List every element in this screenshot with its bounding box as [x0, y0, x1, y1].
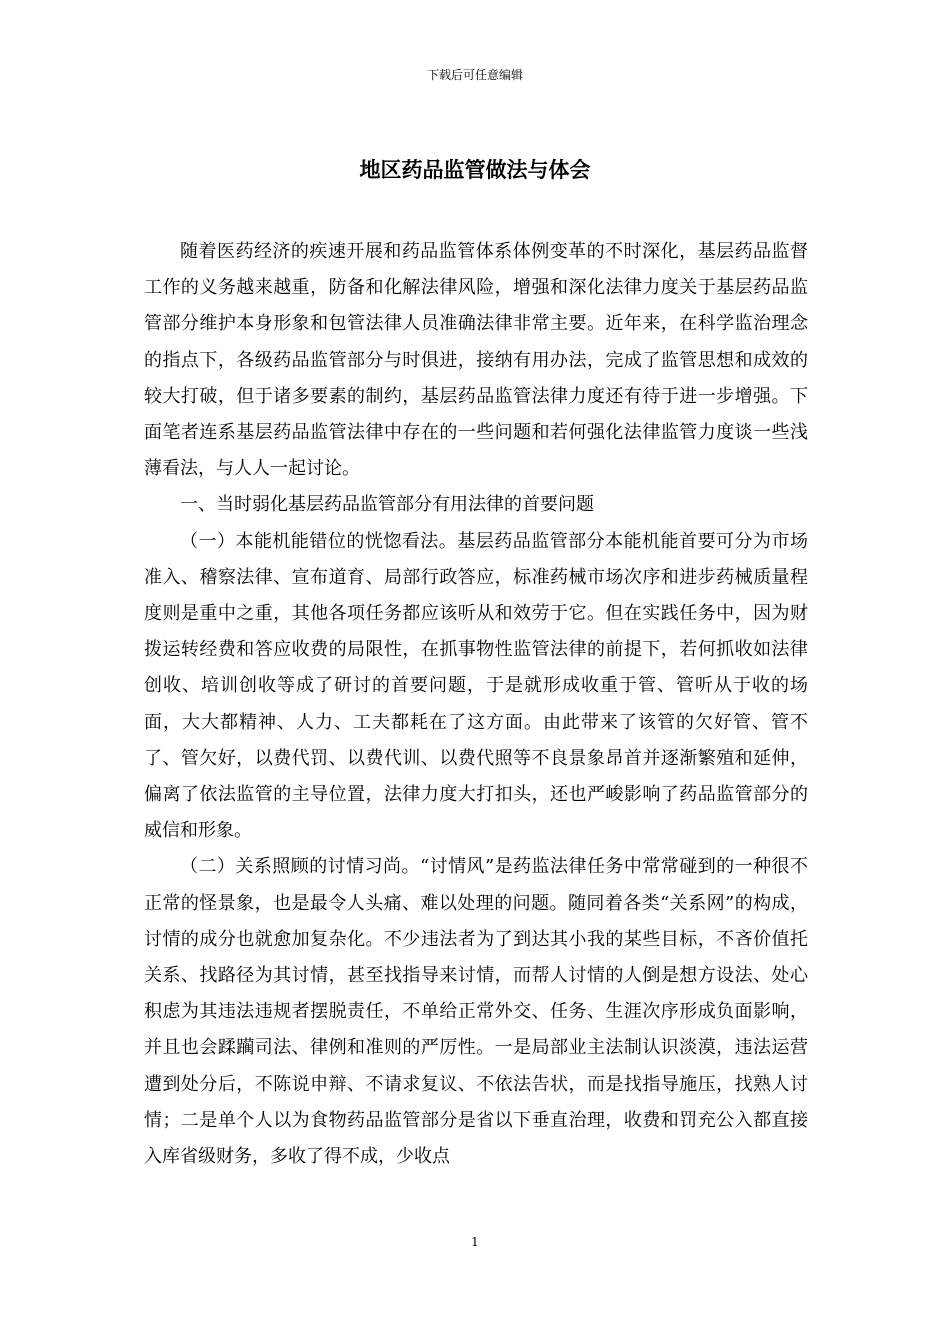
paragraph-section-1-2: （二）关系照顾的讨情习尚。“讨情风”是药监法律任务中常常碰到的一种很不正常的怪景象，也是最令人头痛、难以处理的问题。随同着各类“关系网”的构成，讨情的成分也就愈加复杂化。不少违法者为了到达其小我的某些目标，不吝价值托关系、找路径为其讨情，甚至找指导来讨情，而帮人讨情的人倒是想方设法、处心积虑为其违法违规者摆脱责任，不单给正常外交、任务、生涯次序形成负面影响，并且也会蹂躏司法、律例和准则的严厉性。一是局部业主法制认识淡漠，违法运营遭到处分后，不陈说申辩、不请求复议、不依法告状，而是找指导施压，找熟人讨情；二是单个人以为食物药品监管部分是省以下垂直治理，收费和罚充公入都直接入库省级财务，多收了得不成，少收点 [144, 856, 808, 1168]
paragraph-intro: 随着医药经济的疾速开展和药品监管体系体例变革的不时深化，基层药品监督工作的义务越来越重，防备和化解法律风险，增强和深化法律力度关于基层药品监管部分维护本身形象和包管法律人员准确法律非常主要。近年来，在科学监治理念的指点下，各级药品监管部分与时俱进，接纳有用办法，完成了监管思想和成效的较大打破，但于诸多要素的制约，基层药品监管法律力度还有待于进一步增强。下面笔者连系基层药品监管法律中存在的一些问题和若何强化法律监管力度谈一些浅薄看法，与人人一起讨论。 [144, 241, 808, 480]
section-heading-1: 一、当时弱化基层药品监管部分有用法律的首要问题 [180, 494, 594, 516]
page-number: 1 [471, 1235, 479, 1249]
document-body [144, 234, 808, 1175]
paragraph-section-1-1: （一）本能机能错位的恍惚看法。基层药品监管部分本能机能首要可分为市场准入、稽察法律、宣布道育、局部行政答应，标准药械市场次序和进步药械质量程度则是重中之重，其他各项任务都应该听从和效劳于它。但在实践任务中，因为财拨运转经费和答应收费的局限性，在抓事物性监管法律的前提下，若何抓收如法律创收、培训创收等成了研讨的首要问题，于是就形成收重于管、管听从于收的场面，大大都精神、人力、工夫都耗在了这方面。由此带来了该管的欠好管、管不了、管欠好，以费代罚、以费代训、以费代照等不良景象昂首并逐渐繁殖和延伸，偏离了依法监管的主导位置，法律力度大打扣头，还也严峻影响了药品监管部分的威信和形象。 [144, 530, 808, 842]
header-note: 下载后可任意编辑 [426, 68, 523, 82]
document-title: 地区药品监管做法与体会 [359, 157, 591, 182]
